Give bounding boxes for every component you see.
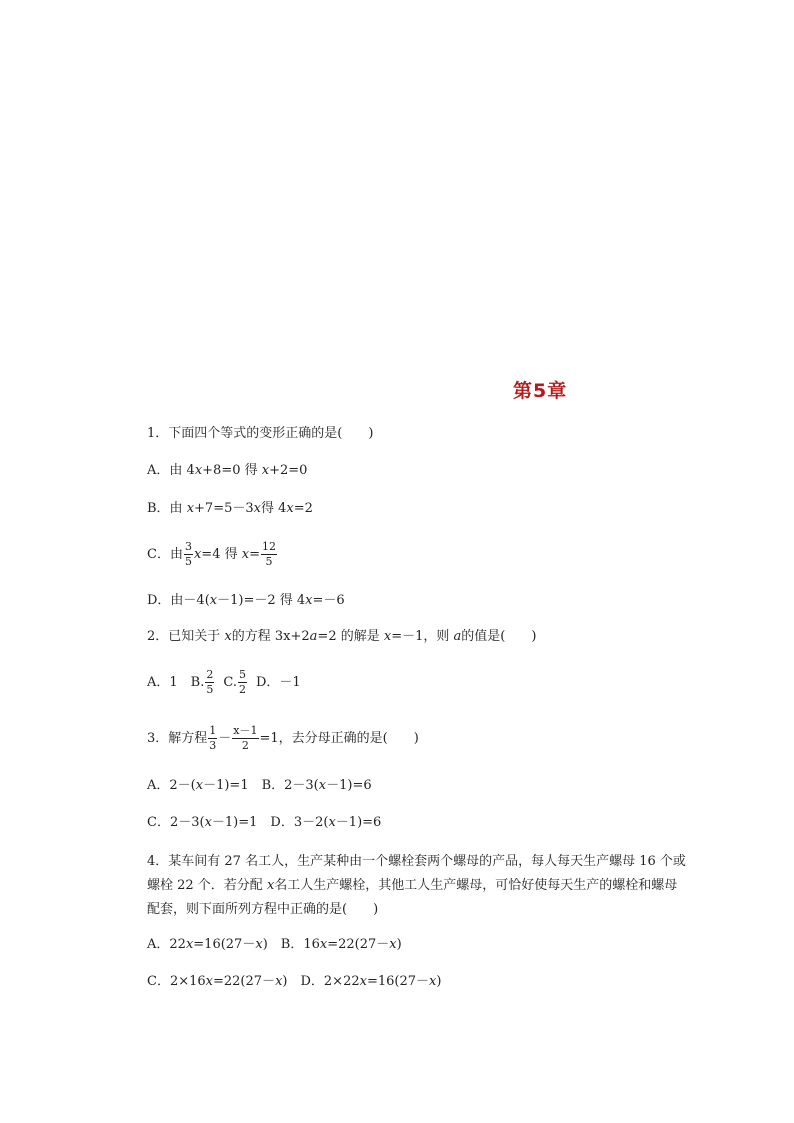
fraction: $\frac{3}{5}$	[184, 540, 192, 568]
question-1-option-d: D．由－4(x－1)=－2 得 4x=－6	[147, 593, 345, 608]
fraction: $\frac{x-1}{2}$	[233, 724, 258, 752]
question-3-stem: 3．解方程 $\frac{1}{3}$ － $\frac{x-1}{2}$ =1，去分母正确的是( )	[147, 724, 419, 752]
question-4-options-row-1: A．22x=16(27－x) B．16x=22(27－x)	[147, 937, 402, 952]
chapter-title: 第5章	[513, 380, 568, 402]
question-1-option-c: C．由 $\frac{3}{5}$ x=4 得 x= $\frac{12}{5}$	[147, 540, 276, 568]
question-4-stem: 4．某车间有 27 名工人，生产某种由一个螺栓套两个螺母的产品，每人每天生产螺母 16 个或螺栓 22 个．若分配 x名工人生产螺栓，其他工人生产螺母，可恰好使每天生产的螺栓和螺母配套，则下面所列方程中正确的是( )	[147, 854, 686, 917]
fraction: $\frac{5}{2}$	[238, 668, 246, 696]
question-3-options-row-2: C．2－3(x－1)=1 D．3－2(x－1)=6	[147, 815, 382, 830]
question-3-options-row-1: A．2－(x－1)=1 B．2－3(x－1)=6	[147, 778, 372, 793]
fraction: $\frac{12}{5}$	[261, 540, 276, 568]
question-1-stem: 1．下面四个等式的变形正确的是( )	[147, 426, 374, 441]
fraction: $\frac{1}{3}$	[209, 724, 217, 752]
question-4-options-row-2: C．2×16x=22(27－x) D．2×22x=16(27－x)	[147, 974, 442, 989]
question-2-stem: 2．已知关于 x的方程 3x+2a=2 的解是 x=－1，则 a的值是( )	[147, 629, 537, 644]
question-2-options: A．1 B. $\frac{2}{5}$ C. $\frac{5}{2}$ D．－1	[147, 668, 301, 696]
question-1-option-b: B．由 x+7=5－3x得 4x=2	[147, 501, 313, 516]
question-1-option-a: A．由 4x+8=0 得 x+2=0	[147, 463, 308, 478]
fraction: $\frac{2}{5}$	[206, 668, 214, 696]
